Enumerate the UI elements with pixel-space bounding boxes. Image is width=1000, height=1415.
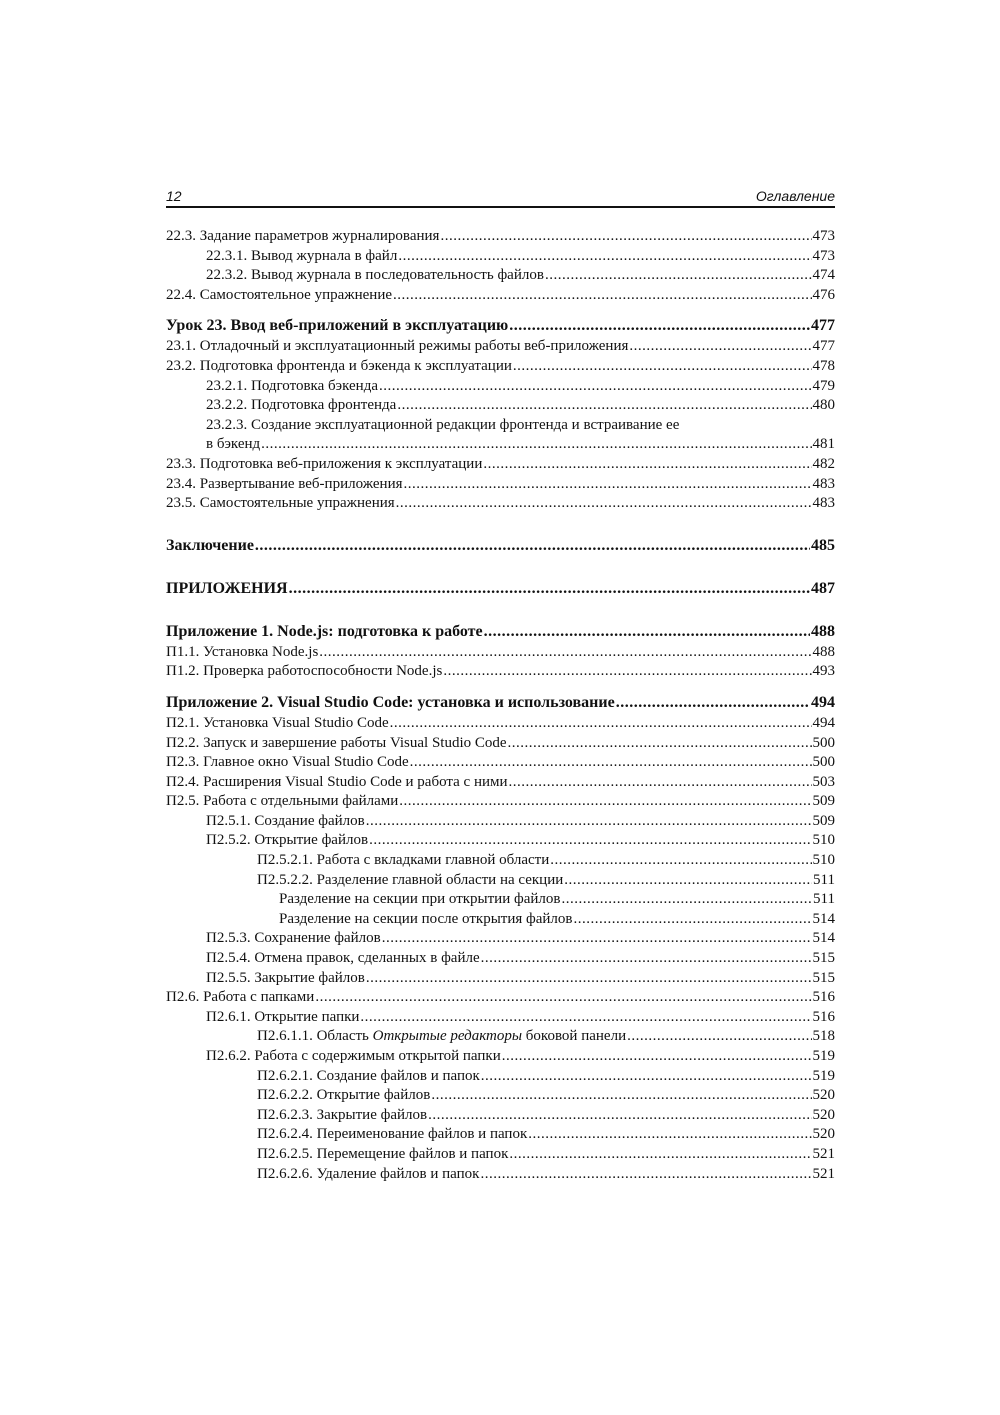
table-of-contents — [166, 227, 835, 1184]
leader-dots — [513, 357, 812, 377]
page-ref: 515 — [812, 969, 835, 986]
page-ref: 500 — [812, 754, 835, 771]
page-ref: 494 — [811, 693, 835, 711]
leader-dots — [627, 1027, 811, 1047]
leader-dots — [509, 315, 810, 337]
toc-entry[interactable]: 23.2.2. Подготовка фронтенда ..... 480 — [166, 396, 835, 416]
leader-dots — [261, 435, 811, 455]
page-ref: 482 — [812, 455, 835, 472]
toc-entry[interactable]: П2.5.2.2. Разделение главной области на секции ..... 511 — [166, 871, 835, 891]
leader-dots — [616, 692, 810, 714]
toc-entry[interactable]: П2.5.4. Отмена правок, сделанных в файле ..... 515 — [166, 949, 835, 969]
page-ref: 478 — [812, 357, 835, 374]
page-ref: 509 — [812, 793, 835, 810]
page-ref: 520 — [812, 1126, 835, 1143]
page-ref: 520 — [812, 1106, 835, 1123]
toc-entry[interactable]: 23.2. Подготовка фронтенда и бэкенда к эксплуатации ..... 478 — [166, 357, 835, 377]
leader-dots — [369, 831, 811, 851]
toc-entry[interactable]: П2.6.2.3. Закрытие файлов ..... 520 — [166, 1106, 835, 1126]
page-ref: 488 — [812, 643, 835, 660]
page-ref: 473 — [812, 228, 835, 244]
toc-chapter-heading[interactable]: Приложение 1. Node.js: подготовка к работе ..... 488 — [166, 621, 835, 643]
toc-entry[interactable]: П2.5.2.1. Работа с вкладками главной области ..... 510 — [166, 851, 835, 871]
toc-entry[interactable]: П2.5.3. Сохранение файлов ..... 514 — [166, 929, 835, 949]
toc-entry-wrapped-line[interactable]: 23.2.3. Создание эксплуатационной редакции фронтенда и встраивание ее — [206, 416, 680, 433]
page-ref: 481 — [812, 436, 835, 453]
leader-dots — [366, 812, 812, 832]
page-ref: 511 — [813, 871, 835, 888]
toc-entry[interactable]: Разделение на секции при открытии файлов ..... 511 — [166, 890, 835, 910]
leader-dots — [366, 969, 812, 989]
leader-dots — [428, 1106, 811, 1126]
toc-entry[interactable]: в бэкенд ..... 481 — [166, 435, 835, 455]
toc-entry[interactable]: 23.4. Развертывание веб-приложения ..... 483 — [166, 475, 835, 495]
page-ref: 511 — [813, 891, 835, 908]
page-ref: 488 — [811, 622, 835, 640]
page-ref: 520 — [812, 1087, 835, 1104]
leader-dots — [440, 227, 811, 247]
page-ref: 477 — [812, 338, 835, 355]
leader-dots — [319, 643, 811, 663]
italic-term: Открытые редакторы — [372, 1028, 523, 1045]
leader-dots — [561, 890, 812, 910]
page-ref: 518 — [812, 1028, 835, 1045]
toc-entry[interactable]: П2.1. Установка Visual Studio Code ..... 494 — [166, 714, 835, 734]
page-ref: 516 — [812, 1008, 835, 1025]
toc-entry[interactable]: П2.6.2.5. Перемещение файлов и папок ..... 521 — [166, 1145, 835, 1165]
running-title: Оглавление — [755, 188, 835, 204]
toc-entry[interactable]: П2.5.1. Создание файлов ..... 509 — [166, 812, 835, 832]
toc-entry[interactable]: П2.6.2.2. Открытие файлов ..... 520 — [166, 1086, 835, 1106]
toc-entry[interactable]: П2.5. Работа с отдельными файлами ..... 509 — [166, 792, 835, 812]
page-ref: 516 — [812, 989, 835, 1006]
leader-dots — [393, 286, 811, 306]
page-ref: 521 — [812, 1165, 835, 1182]
page-ref: 510 — [812, 852, 835, 869]
page-ref: 476 — [812, 286, 835, 303]
page-ref: 479 — [812, 377, 835, 394]
page-number: 12 — [166, 188, 182, 204]
toc-entry[interactable]: П2.6.1.1. Область Открытые редакторы боковой панели ..... 518 — [166, 1027, 835, 1047]
page-ref: 515 — [812, 950, 835, 967]
page-ref: 477 — [811, 317, 835, 335]
leader-dots — [410, 753, 812, 773]
leader-dots — [629, 337, 811, 357]
page-ref: 519 — [812, 1067, 835, 1084]
toc-chapter-heading[interactable]: ПРИЛОЖЕНИЯ ..... 487 — [166, 578, 835, 600]
page-ref: 510 — [812, 832, 835, 849]
toc-entry[interactable]: 23.1. Отладочный и эксплуатационный режимы работы веб-приложения ..... 477 — [166, 337, 835, 357]
leader-dots — [483, 455, 811, 475]
leader-dots — [509, 1145, 811, 1165]
page-ref: 474 — [812, 267, 835, 284]
toc-entry[interactable]: П2.4. Расширения Visual Studio Code и работа с ними ..... 503 — [166, 773, 835, 793]
toc-chapter-heading[interactable]: Заключение ..... 485 — [166, 535, 835, 557]
toc-entry[interactable]: 22.3.1. Вывод журнала в файл ..... 473 — [166, 247, 835, 267]
leader-dots — [502, 1047, 812, 1067]
toc-entry[interactable]: 23.3. Подготовка веб-приложения к эксплуатации ..... 482 — [166, 455, 835, 475]
leader-dots — [545, 266, 812, 286]
toc-entry[interactable]: П2.5.5. Закрытие файлов ..... 515 — [166, 969, 835, 989]
toc-chapter-heading[interactable]: Приложение 2. Visual Studio Code: установка и использование ..... 494 — [166, 692, 835, 714]
leader-dots — [397, 396, 811, 416]
leader-dots — [396, 494, 812, 514]
leader-dots — [399, 792, 811, 812]
leader-dots — [315, 988, 811, 1008]
leader-dots — [481, 1067, 812, 1087]
leader-dots — [379, 377, 812, 397]
page-ref: 483 — [812, 475, 835, 492]
leader-dots — [360, 1008, 811, 1028]
leader-dots — [443, 662, 811, 682]
leader-dots — [398, 247, 811, 267]
toc-entry[interactable]: П2.6.1. Открытие папки ..... 516 — [166, 1008, 835, 1028]
leader-dots — [431, 1086, 811, 1106]
leader-dots — [255, 535, 810, 557]
leader-dots — [404, 475, 812, 495]
leader-dots — [484, 621, 810, 643]
page-ref: 514 — [812, 910, 835, 927]
page-ref: 487 — [811, 579, 835, 597]
toc-entry[interactable]: П2.6.2.6. Удаление файлов и папок ..... 521 — [166, 1165, 835, 1185]
page-ref: 521 — [812, 1145, 835, 1162]
page-ref: 494 — [812, 714, 835, 731]
page-ref: 509 — [812, 812, 835, 829]
toc-entry[interactable]: П1.2. Проверка работоспособности Node.js ..... 493 — [166, 662, 835, 682]
toc-entry[interactable]: 22.3. Задание параметров журналирования ..... 473 — [166, 227, 835, 247]
leader-dots — [289, 578, 810, 600]
toc-entry[interactable]: Разделение на секции после открытия файлов ..... 514 — [166, 910, 835, 930]
toc-entry[interactable]: П2.6.2.4. Переименование файлов и папок ..... 520 — [166, 1125, 835, 1145]
leader-dots — [508, 734, 812, 754]
leader-dots — [573, 910, 811, 930]
toc-entry[interactable]: П2.6.2. Работа с содержимым открытой папки ..... 519 — [166, 1047, 835, 1067]
toc-entry[interactable]: П2.5.2. Открытие файлов ..... 510 — [166, 831, 835, 851]
page-ref: 473 — [812, 247, 835, 264]
toc-entry[interactable]: 23.2.1. Подготовка бэкенда ..... 479 — [166, 377, 835, 397]
toc-chapter-heading[interactable]: Урок 23. Ввод веб-приложений в эксплуатацию ..... 477 — [166, 315, 835, 337]
toc-entry[interactable]: П2.2. Запуск и завершение работы Visual Studio Code ..... 500 — [166, 734, 835, 754]
toc-entry[interactable]: П2.6.2.1. Создание файлов и папок ..... 519 — [166, 1067, 835, 1087]
page-ref: 483 — [812, 495, 835, 512]
toc-entry[interactable]: 22.3.2. Вывод журнала в последовательность файлов ..... 474 — [166, 266, 835, 286]
page-header — [166, 188, 835, 208]
toc-entry[interactable]: П2.6. Работа с папками ..... 516 — [166, 988, 835, 1008]
leader-dots — [528, 1125, 811, 1145]
leader-dots — [382, 929, 812, 949]
toc-entry[interactable]: П2.3. Главное окно Visual Studio Code ..... 500 — [166, 753, 835, 773]
page-ref: 519 — [812, 1048, 835, 1064]
leader-dots — [564, 871, 812, 891]
toc-entry[interactable]: 23.5. Самостоятельные упражнения ..... 483 — [166, 494, 835, 514]
leader-dots — [509, 773, 812, 793]
page-ref: 493 — [812, 663, 835, 680]
toc-entry[interactable]: 22.4. Самостоятельное упражнение ..... 476 — [166, 286, 835, 306]
toc-entry[interactable]: П1.1. Установка Node.js ..... 488 — [166, 643, 835, 663]
page-ref: 480 — [812, 397, 835, 414]
leader-dots — [481, 949, 812, 969]
page-ref: 485 — [811, 536, 835, 554]
page-ref: 514 — [812, 930, 835, 947]
page-ref: 503 — [812, 773, 835, 790]
leader-dots — [480, 1165, 811, 1185]
leader-dots — [550, 851, 811, 871]
leader-dots — [390, 714, 812, 734]
page-ref: 500 — [812, 734, 835, 751]
